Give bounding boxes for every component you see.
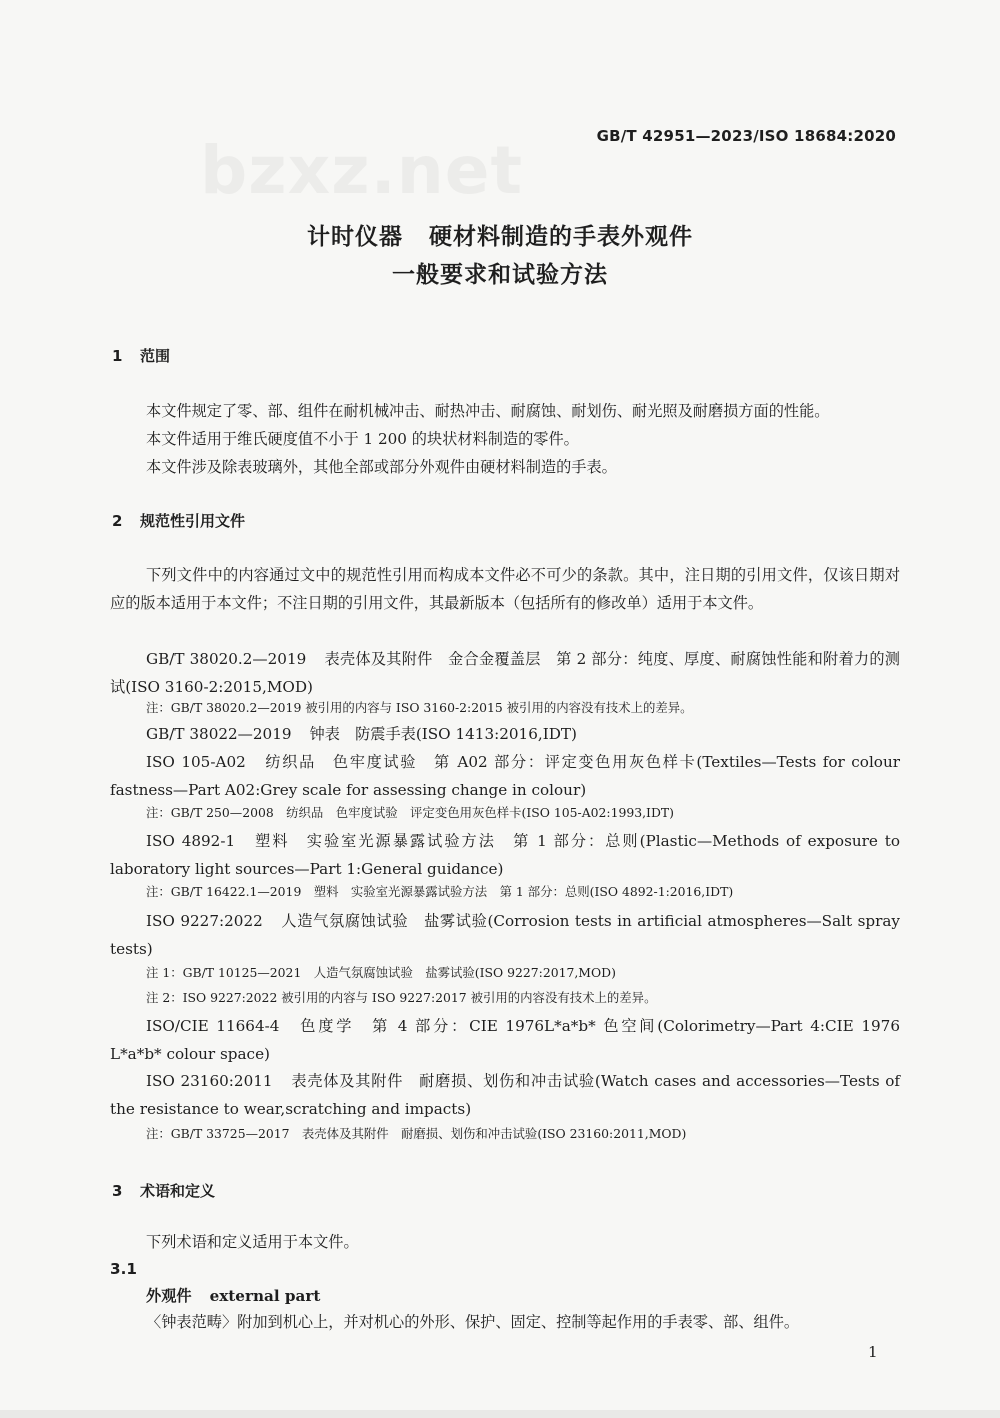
section-title: 术语和定义 xyxy=(140,1182,216,1200)
reference-text: 表壳体及其附件 耐磨损、划伤和冲击试验(Watch cases and accessories—Tests of the resistance to wear,scratching and impacts) xyxy=(110,1072,901,1118)
note: 注 2：ISO 9227:2022 被引用的内容与 ISO 9227:2017 被引用的内容没有技术上的差异。 xyxy=(146,990,657,1005)
term-chinese: 外观件 xyxy=(146,1287,192,1305)
reference-item xyxy=(146,720,577,748)
reference-item xyxy=(110,748,900,804)
document-title-line2: 一般要求和试验方法 xyxy=(392,262,608,288)
reference-item xyxy=(110,827,900,883)
section-title: 范围 xyxy=(140,347,171,365)
paragraph: 本文件涉及除表玻璃外，其他全部或部分外观件由硬材料制造的手表。 xyxy=(146,458,617,476)
term-definition: 〈钟表范畴〉附加到机心上，并对机心的外形、保护、固定、控制等起作用的手表零、部、组件。 xyxy=(146,1313,800,1331)
section-number: 1 xyxy=(112,347,123,365)
term-number: 3.1 xyxy=(110,1260,137,1278)
title-part-b: 硬材料制造的手表外观件 xyxy=(429,224,693,250)
reference-id: ISO 23160:2011 xyxy=(146,1072,273,1090)
note: 注：GB/T 38020.2—2019 被引用的内容与 ISO 3160-2:2015 被引用的内容没有技术上的差异。 xyxy=(146,700,693,715)
reference-item xyxy=(110,1067,900,1123)
reference-text: 钟表 防震手表(ISO 1413:2016,IDT) xyxy=(309,725,577,743)
paragraph: 本文件适用于维氏硬度值不小于 1 200 的块状材料制造的零件。 xyxy=(146,430,579,448)
section-number: 2 xyxy=(112,512,123,530)
reference-text: 表壳体及其附件 金合金覆盖层 第 2 部分：纯度、厚度、耐腐蚀性能和附着力的测试(ISO 3160-2:2015,MOD) xyxy=(110,650,900,696)
note: 注：GB/T 250—2008 纺织品 色牢度试验 评定变色用灰色样卡(ISO 105-A02:1993,IDT) xyxy=(146,805,674,820)
reference-id: ISO 9227:2022 xyxy=(146,912,263,930)
reference-item xyxy=(110,907,900,963)
reference-item xyxy=(110,645,900,701)
reference-text: 人造气氛腐蚀试验 盐雾试验(Corrosion tests in artificial atmospheres—Salt spray tests) xyxy=(110,912,900,958)
reference-id: ISO 105-A02 xyxy=(146,753,246,771)
section-3-heading xyxy=(112,1180,215,1201)
reference-text: 塑料 实验室光源暴露试验方法 第 1 部分：总则(Plastic—Methods of exposure to laboratory light sources—Part 1:General guidance) xyxy=(110,832,900,878)
reference-id: GB/T 38020.2—2019 xyxy=(146,650,307,668)
note: 注 1：GB/T 10125—2021 人造气氛腐蚀试验 盐雾试验(ISO 9227:2017,MOD) xyxy=(146,965,616,980)
document-title-line1 xyxy=(0,218,1000,251)
standard-number: GB/T 42951—2023/ISO 18684:2020 xyxy=(596,127,896,145)
term-heading xyxy=(146,1282,320,1310)
intro-paragraph: 下列文件中的内容通过文中的规范性引用而构成本文件必不可少的条款。其中，注日期的引用文件，仅该日期对应的版本适用于本文件；不注日期的引用文件，其最新版本（包括所有的修改单）适用于本文件。 xyxy=(110,566,900,612)
reference-text: 纺织品 色牢度试验 第 A02 部分：评定变色用灰色样卡(Textiles—Tests for colour fastness—Part A02:Grey scale for assessing change in colour) xyxy=(110,753,900,799)
paragraph: 本文件规定了零、部、组件在耐机械冲击、耐热冲击、耐腐蚀、耐划伤、耐光照及耐磨损方面的性能。 xyxy=(146,402,830,420)
reference-id: ISO 4892-1 xyxy=(146,832,236,850)
reference-item xyxy=(110,1012,900,1068)
reference-id: GB/T 38022—2019 xyxy=(146,725,292,743)
reference-text: 色度学 第 4 部分：CIE 1976L*a*b* 色空间(Colorimetry—Part 4:CIE 1976 L*a*b* colour space) xyxy=(110,1017,900,1063)
section-1-heading xyxy=(112,345,170,366)
note: 注：GB/T 33725—2017 表壳体及其附件 耐磨损、划伤和冲击试验(ISO 23160:2011,MOD) xyxy=(146,1126,687,1141)
note: 注：GB/T 16422.1—2019 塑料 实验室光源暴露试验方法 第 1 部分：总则(ISO 4892-1:2016,IDT) xyxy=(146,884,734,899)
section-number: 3 xyxy=(112,1182,123,1200)
reference-id: ISO/CIE 11664-4 xyxy=(146,1017,280,1035)
watermark: bzxz.net xyxy=(200,132,524,209)
paragraph: 下列术语和定义适用于本文件。 xyxy=(146,1233,359,1251)
section-title: 规范性引用文件 xyxy=(140,512,246,530)
term-english: external part xyxy=(209,1287,321,1305)
title-part-a: 计时仪器 xyxy=(307,224,403,250)
page-number: 1 xyxy=(868,1343,878,1361)
section-2-heading xyxy=(112,510,245,531)
